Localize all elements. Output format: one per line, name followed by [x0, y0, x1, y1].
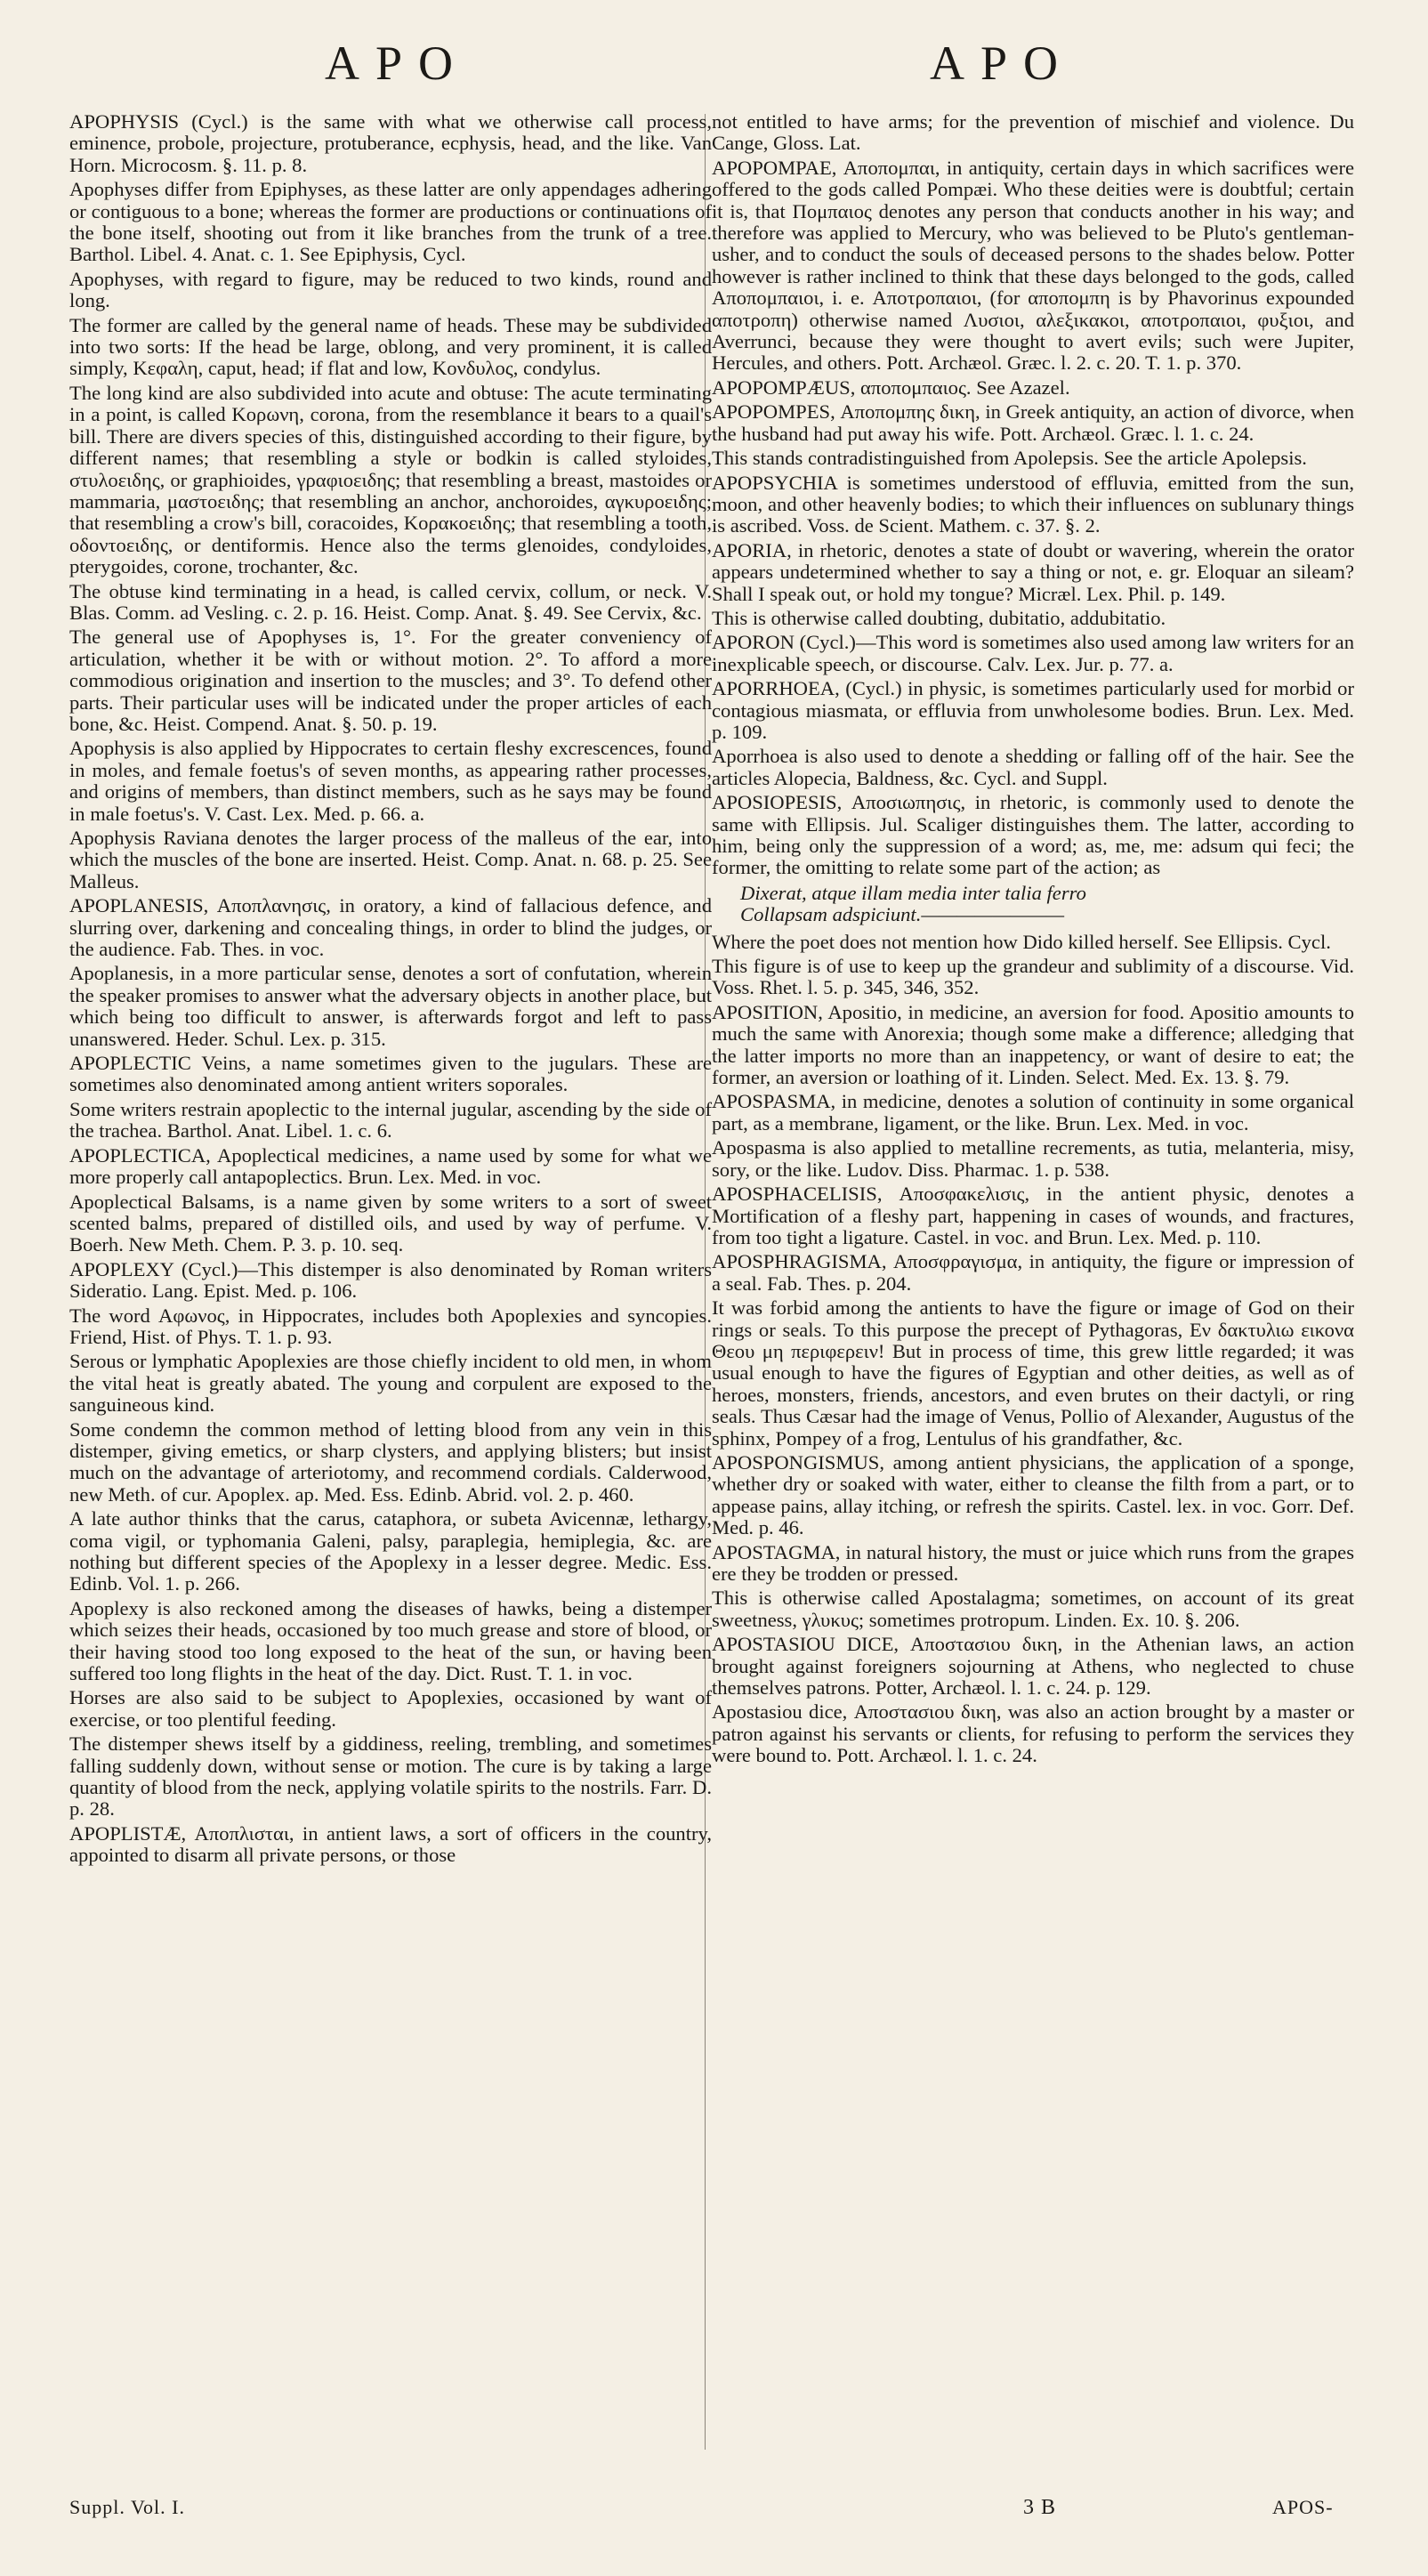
entry: APOSIOPESIS, Αποσιωπησις, in rhetoric, is commonly used to denote the same with Ellipsis. Jul. Scaliger distinguishes them. The latter, according to him, being only the suppression of a word; as, me, me: adsum qui feci; the former, the omitting to relate some part of the action; as: [712, 791, 1354, 879]
entry: APORRHOEA, (Cycl.) in physic, is sometimes particularly used for morbid or contagious miasmata, or effluvia from unwholesome bodies. Brun. Lex. Med. p. 109.: [712, 677, 1354, 743]
entry: APOPLISTÆ, Αποπλισται, in antient laws, a sort of officers in the country, appointed to disarm all private persons, or those: [69, 1821, 712, 1867]
signature-mark: Suppl. Vol. I.: [69, 2496, 185, 2518]
entry: APOPSYCHIA is sometimes understood of effluvia, emitted from the sun, moon, and other heavenly bodies; to which their influences on sublunary things is ascribed. Voss. de Scient. Mathem. c. 37. §. 2.: [712, 471, 1354, 537]
entry: Horses are also said to be subject to Apoplexies, occasioned by want of exercise, or too plentiful feeding.: [69, 1686, 712, 1731]
entry: APOSITION, Apositio, in medicine, an aversion for food. Apositio amounts to much the same with Anorexia; though some make a difference; alledging that the latter imports no more than an inappetency, or want of desire to eat; the former, an aversion or loathing of it. Linden. Select. Med. Ex. 13. §. 79.: [712, 1000, 1354, 1089]
entry: Apoplectical Balsams, is a name given by some writers to a sort of sweet scented balms, prepared of distilled oils, and used by way of perfume. V. Boerh. New Meth. Chem. P. 3. p. 10. seq.: [69, 1190, 712, 1256]
right-column: [712, 111, 1354, 1770]
entry: Some writers restrain apoplectic to the internal jugular, ascending by the side of the trachea. Barthol. Anat. Libel. 1. c. 6.: [69, 1097, 712, 1143]
entry: The long kind are also subdivided into acute and obtuse: The acute terminating in a point, is called Κορωνη, corona, from the resemblance it bears to a quail's bill. There are divers species of this, distinguished according to their figure, by different names; that resembling a style or bodkin is called styloides, στυλοειδης, or graphioides, γραφιοειδης; that resembling a breast, mastoides or mammaria, μαστοειδης; that resembling an anchor, anchoroides, αγκυροειδης; that resembling a crow's bill, coracoides, Κορακοειδης; that resembling a tooth, οδοντοειδης, or dentiformis. Hence also the terms glenoides, condyloides, pterygoides, corone, trochanter, &c.: [69, 381, 712, 578]
entry: This stands contradistinguished from Apolepsis. See the article Apolepsis.: [712, 447, 1307, 470]
entry: The distemper shews itself by a giddiness, reeling, trembling, and sometimes falling suddenly down, without sense or motion. The cure is by taking a large quantity of blood from the neck, applying volatile spirits to the nostrils. Farr. D. p. 28.: [69, 1732, 712, 1821]
entry: APOSPASMA, in medicine, denotes a solution of continuity in some organical part, as a membrane, ligament, or the like. Brun. Lex. Med. in voc.: [712, 1090, 1354, 1135]
entry: APOPHYSIS (Cycl.) is the same with what we otherwise call process, eminence, probole, projecture, protuberance, ecphysis, head, and the like. Van Horn. Microcosm. §. 11. p. 8.: [69, 110, 712, 176]
entry: Apospasma is also applied to metalline recrements, as tutia, melanteria, misy, sory, or the like. Ludov. Diss. Pharmac. 1. p. 538.: [712, 1136, 1354, 1181]
entry: This is otherwise called doubting, dubitatio, addubitatio.: [712, 606, 1166, 629]
entry: APORIA, in rhetoric, denotes a state of doubt or wavering, wherein the orator appears undetermined whether to say a thing or not, e. gr. Eloquar an sileam? Shall I speak out, or hold my tongue? Micræl. Lex. Phil. p. 149.: [712, 538, 1354, 605]
entry: APOPOMPAE, Αποπομπαι, in antiquity, certain days in which sacrifices were offered to the gods called Pompæi. Who these deities were is doubtful; certain it is, that Πομπαιος denotes any person that conducts another in his way; and therefore was applied to Mercury, who was believed to be Pluto's gentleman-usher, and to conduct the souls of deceased persons to the shades below. Potter however is rather inclined to think that these days belonged to the gods, called Αποπομπαιοι, i. e. Αποτροπαιοι, (for αποπομπη is by Phavorinus expounded αποτροπη) otherwise named Λυσιοι, αλεξικακοι, αποτροπαιοι, φυξιοι, and Averrunci, because they were thought to avert evils; such were Jupiter, Hercules, and others. Pott. Archæol. Græc. l. 2. c. 20. T. 1. p. 370.: [712, 156, 1354, 375]
entry: APOPLANESIS, Αποπλανησις, in oratory, a kind of fallacious defence, and slurring over, darkening and concealing things, in order to blind the judges, or the audience. Fab. Thes. in voc.: [69, 894, 712, 961]
running-head-left: APO: [325, 36, 470, 90]
entry: The former are called by the general name of heads. These may be subdivided into two sorts: If the head be large, oblong, and very prominent, it is called simply, Κεφαλη, caput, head; if flat and low, Κονδυλος, condylus.: [69, 313, 712, 380]
entry: Apophysis is also applied by Hippocrates to certain fleshy excrescences, found in moles, and female foetus's of seven months, as appearing rather processes, and origins of members, than distinct members, such as he says may be found in male foetus's. V. Cast. Lex. Med. p. 66. a.: [69, 737, 712, 825]
entry: Apoplexy is also reckoned among the diseases of hawks, being a distemper which seizes their heads, occasioned by too much grease and store of blood, or their having stood too long exposed to the heat of the sun, or having been suffered too long flights in the heat of the day. Dict. Rust. T. 1. in voc.: [69, 1596, 712, 1685]
entry: Apophyses differ from Epiphyses, as these latter are only appendages adhering or contiguous to a bone; whereas the former are productions or continuations of the bone itself, shooting out from it like branches from the trunk of a tree. Barthol. Libel. 4. Anat. c. 1. See Epiphysis, Cycl.: [69, 178, 712, 266]
entry: APOPLEXY (Cycl.)—This distemper is also denominated by Roman writers Sideratio. Lang. Epist. Med. p. 106.: [69, 1257, 712, 1303]
entry: A late author thinks that the carus, cataphora, or subeta Avicennæ, lethargy, coma vigil, or typhomania Galeni, palsy, paraplegia, hemiplegia, &c. are nothing but different species of the Apoplexy in a lesser degree. Medic. Ess. Edinb. Vol. 1. p. 266.: [69, 1507, 712, 1595]
entry: The obtuse kind terminating in a head, is called cervix, collum, or neck. V. Blas. Comm. ad Vesling. c. 2. p. 16. Heist. Comp. Anat. §. 49. See Cervix, &c.: [69, 579, 712, 624]
entry: APOPOMPES, Αποπομπης δικη, in Greek antiquity, an action of divorce, when the husband had put away his wife. Pott. Archæol. Græc. l. 1. c. 24.: [712, 400, 1354, 445]
entry: APOPLECTIC Veins, a name sometimes given to the jugulars. These are sometimes also denominated among antient writers soporales.: [69, 1052, 712, 1096]
gathering-mark: 3 B: [1023, 2496, 1057, 2519]
entry: Where the poet does not mention how Dido killed herself. See Ellipsis. Cycl.: [712, 930, 1331, 953]
entry: APOPOMPÆUS, αποπομπαιος. See Azazel.: [712, 375, 1070, 399]
entry: This figure is of use to keep up the grandeur and sublimity of a discourse. Vid. Voss. Rhet. l. 5. p. 345, 346, 352.: [712, 955, 1354, 999]
entry: Apophyses, with regard to figure, may be reduced to two kinds, round and long.: [69, 267, 712, 312]
entry: This is otherwise called Apostalagma; sometimes, on account of its great sweetness, γλυκυς; sometimes protropum. Linden. Ex. 10. §. 206.: [712, 1587, 1354, 1631]
entry: APOSPONGISMUS, among antient physicians, the application of a sponge, whether dry or soaked with water, either to cleanse the filth from a part, or to appease pains, allay itching, or refresh the spirits. Castel. lex. in voc. Gorr. Def. Med. p. 46.: [712, 1450, 1354, 1539]
entry: Serous or lymphatic Apoplexies are those chiefly incident to old men, in whom the vital heat is greatly abated. The young and corpulent are exposed to the sanguineous kind.: [69, 1350, 712, 1417]
verse-quotation: [740, 883, 1354, 926]
entry: not entitled to have arms; for the prevention of mischief and violence. Du Cange, Gloss. Lat.: [712, 110, 1354, 155]
entry: The general use of Apophyses is, 1°. For the greater conveniency of articulation, whether it be with or without motion. 2°. To afford a more commodious origination and insertion to the muscles; and 3°. To defend other parts. Their particular uses will be indicated under the proper articles of each bone, &c. Heist. Compend. Anat. §. 50. p. 19.: [69, 626, 712, 735]
entry: APOPLECTICA, Apoplectical medicines, a name used by some for what we more properly call antapoplectics. Brun. Lex. Med. in voc.: [69, 1143, 712, 1189]
catchword: APOS-: [1272, 2496, 1334, 2518]
entry: Apostasiou dice, Αποστασιου δικη, was also an action brought by a master or patron against his servants or clients, for refusing to perform the services they were bound to. Pott. Archæol. l. 1. c. 24.: [712, 1700, 1354, 1767]
entry: Aporrhoea is also used to denote a shedding or falling off of the hair. See the articles Alopecia, Baldness, &c. Cycl. and Suppl.: [712, 745, 1354, 789]
entry: Apoplanesis, in a more particular sense, denotes a sort of confutation, wherein the speaker promises to answer what the adversary objects in another place, but which being too difficult to answer, is afterwards forgot and left to pass unanswered. Heder. Schul. Lex. p. 315.: [69, 962, 712, 1050]
entry: APOSPHACELISIS, Αποσφακελισις, in the antient physic, denotes a Mortification of a fleshy part, happening in cases of wounds, and fractures, from too tight a ligature. Castel. in voc. and Brun. Lex. Med. p. 110.: [712, 1183, 1354, 1248]
entry: It was forbid among the antients to have the figure or image of God on their rings or seals. To this purpose the precept of Pythagoras, Εν δακτυλιω εικονα Θεου μη περιφερειν! But in process of time, this grew little regarded; it was usual enough to have the figures of Egyptian and other deities, as well as of heroes, monsters, friends, ancestors, and even brutes on their dactyli, or ring seals. Thus Cæsar had the image of Venus, Pollio of Alexander, Augustus of the sphinx, Pompey of a frog, Lentulus of his grandfather, &c.: [712, 1296, 1354, 1450]
entry: The word Αφωνος, in Hippocrates, includes both Apoplexies and syncopies. Friend, Hist. of Phys. T. 1. p. 93.: [69, 1304, 712, 1348]
running-head-right: APO: [930, 36, 1075, 90]
verse-line: Dixerat, atque illam media inter talia ferro: [740, 881, 1086, 904]
entry: Apophysis Raviana denotes the larger process of the malleus of the ear, into which the muscles of the bone are inserted. Heist. Comp. Anat. n. 68. p. 25. See Malleus.: [69, 827, 712, 892]
left-column: [69, 111, 712, 1869]
entry: APORON (Cycl.)—This word is sometimes also used among law writers for an inexplicable speech, or discourse. Calv. Lex. Jur. p. 77. a.: [712, 631, 1354, 675]
entry: APOSPHRAGISMA, Αποσφραγισμα, in antiquity, the figure or impression of a seal. Fab. Thes. p. 204.: [712, 1250, 1354, 1295]
entry: APOSTASIOU DICE, Αποστασιου δικη, in the Athenian laws, an action brought against foreigners sojourning at Athens, who neglected to chuse themselves patrons. Potter, Archæol. l. 1. c. 24. p. 129.: [712, 1633, 1354, 1700]
entry: APOSTAGMA, in natural history, the must or juice which runs from the grapes ere they be trodden or pressed.: [712, 1540, 1354, 1585]
verse-line: Collapsam adspiciunt.————————: [740, 903, 1065, 926]
entry: Some condemn the common method of letting blood from any vein in this distemper, giving emetics, or sharp clysters, and applying blisters; but insist much on the advantage of arteriotomy, and recommend cordials. Calderwood, new Meth. of cur. Apoplex. ap. Med. Ess. Edinb. Abrid. vol. 2. p. 460.: [69, 1417, 712, 1506]
